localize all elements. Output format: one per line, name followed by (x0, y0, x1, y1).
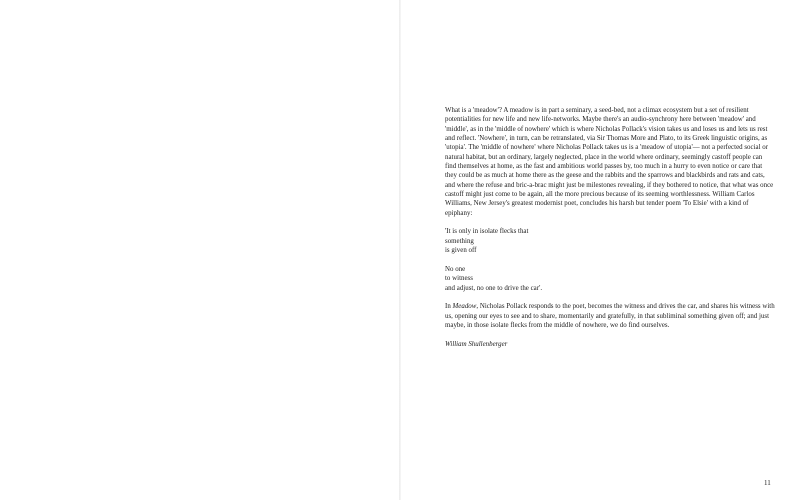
poem-line: to witness (445, 275, 473, 283)
paragraph-2-lead: In (445, 303, 453, 311)
poem-line: and adjust, no one to drive the car'. (445, 284, 543, 292)
poem-stanza-2 (445, 265, 775, 293)
author-signature: William Shullenberger (445, 340, 508, 348)
poem-line: is given off (445, 247, 477, 255)
poem-line: something (445, 237, 474, 245)
page-number: 11 (764, 479, 771, 487)
essay-text-block (445, 106, 775, 358)
essay-paragraph-2 (445, 302, 775, 330)
poem-line: 'It is only in isolate flecks that (445, 228, 529, 236)
meadow-title: Meadow (452, 303, 477, 311)
book-gutter (399, 0, 401, 500)
paragraph-2-rest: , Nicholas Pollack responds to the poet, becomes the witness and drives the car, and shares his witness with us, opening our eyes to see and to share, momentarily and gratefully, in that subliminal something given off; and just maybe, in those isolate flecks from the middle of nowhere, we do find ourselves. (445, 303, 775, 329)
essay-paragraph-1: What is a 'meadow'? A meadow is in part a seminary, a seed-bed, not a climax ecosystem but a set of resilient potentialities for new life and new life-networks. Maybe there's an audio-synchrony here between 'meadow' and 'middle', as in the 'middle of nowhere' which is where Nicholas Pollack's vision takes us and loses us and lets us rest and reflect. 'Nowhere', in turn, can be retranslated, via Sir Thomas More and Plato, to its Greek linguistic origins, as 'utopia'. The 'middle of nowhere' where Nicholas Pollack takes us is a 'meadow of utopia'— not a perfected social or natural habitat, but an ordinary, largely neglected, place in the world where ordinary, seemingly castoff people can find themselves at home, as the fast and ambitious world passes by, too much in a hurry to even notice or care that they could be as much at home there as the geese and the rabbits and the sparrows and blackbirds and rats and cats, and where the refuse and bric-a-brac might just be milestones revealing, if they bothered to notice, that what was once castoff might just come to be again, all the more precious because of its seeming worthlessness. William Carlos Williams, New Jersey's greatest modernist poet, concludes his harsh but tender poem 'To Elsie' with a kind of epiphany: (445, 107, 774, 217)
poem-line: No one (445, 265, 466, 273)
poem-stanza-1 (445, 227, 775, 255)
